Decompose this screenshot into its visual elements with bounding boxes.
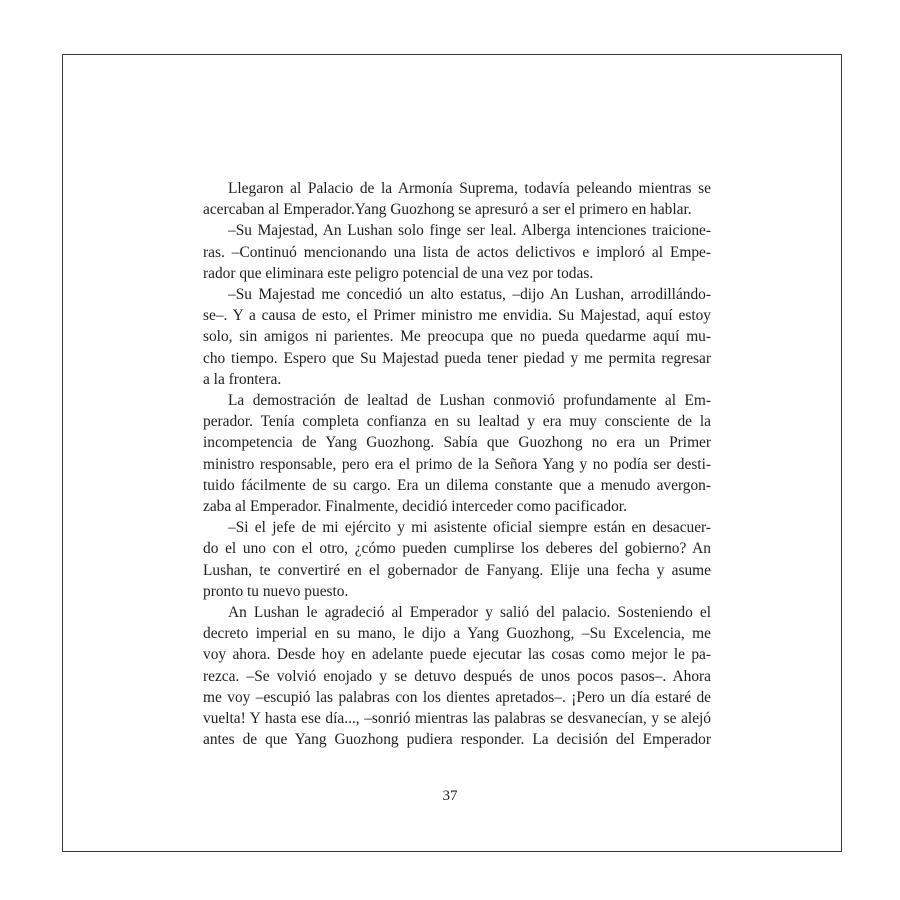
text-line: decreto imperial en su mano, le dijo a Yang Guozhong, –Su Excelencia, me bbox=[203, 625, 711, 643]
page-number: 37 bbox=[442, 788, 458, 804]
text-line: ministro responsable, pero era el primo de la Señora Yang y no podía ser desti- bbox=[203, 455, 711, 473]
text-line: do el uno con el otro, ¿cómo pueden cumplirse los deberes del gobierno? An bbox=[203, 540, 711, 558]
text-line: voy ahora. Desde hoy en adelante puede ejecutar las cosas como mejor le pa- bbox=[203, 646, 711, 664]
text-line: acercaban al Emperador.Yang Guozhong se apresuró a ser el primero en hablar. bbox=[203, 201, 692, 219]
text-line: vuelta! Y hasta ese día..., –sonrió mientras las palabras se desvanecían, y se alejó bbox=[203, 710, 711, 728]
text-line: zaba al Emperador. Finalmente, decidió interceder como pacificador. bbox=[203, 498, 627, 516]
text-line: me voy –escupió las palabras con los dientes apretados–. ¡Pero un día estaré de bbox=[203, 688, 711, 706]
text-line: incompetencia de Yang Guozhong. Sabía que Guozhong no era un Primer bbox=[203, 434, 711, 452]
text-line: solo, sin amigos ni parientes. Me preocupa que no pueda quedarme aquí mu- bbox=[203, 328, 711, 346]
text-line: –Su Majestad me concedió un alto estatus, –dijo An Lushan, arrodillándo- bbox=[228, 286, 711, 304]
text-line: ras. –Continuó mencionando una lista de actos delictivos e imploró al Empe- bbox=[203, 243, 711, 261]
text-line: Llegaron al Palacio de la Armonía Suprema, todavía peleando mientras se bbox=[228, 180, 711, 197]
text-line: La demostración de lealtad de Lushan conmovió profundamente al Em- bbox=[228, 392, 711, 410]
text-line: se–. Y a causa de esto, el Primer ministro me envidia. Su Majestad, aquí estoy bbox=[203, 307, 711, 325]
text-line: antes de que Yang Guozhong pudiera responder. La decisión del Emperador bbox=[203, 731, 711, 749]
text-line: –Su Majestad, An Lushan solo finge ser leal. Alberga intenciones traicione- bbox=[228, 222, 711, 240]
text-line: –Si el jefe de mi ejército y mi asistente oficial siempre están en desacuer- bbox=[228, 519, 711, 537]
body-text bbox=[203, 178, 711, 750]
text-line: cho tiempo. Espero que Su Majestad pueda tener piedad y me permita regresar bbox=[203, 349, 711, 367]
text-line: rador que eliminara este peligro potencial de una vez por todas. bbox=[203, 264, 594, 282]
text-line: perador. Tenía completa confianza en su lealtad y era muy consciente de la bbox=[203, 413, 711, 431]
text-line: An Lushan le agradeció al Emperador y salió del palacio. Sosteniendo el bbox=[228, 604, 711, 622]
text-line: rezca. –Se volvió enojado y se detuvo después de unos pocos pasos–. Ahora bbox=[203, 667, 711, 685]
text-line: Lushan, te convertiré en el gobernador de Fanyang. Elije una fecha y asume bbox=[203, 561, 711, 579]
text-line: a la frontera. bbox=[203, 370, 282, 388]
text-line: pronto tu nuevo puesto. bbox=[203, 582, 349, 600]
text-line: tuido fácilmente de su cargo. Era un dilema constante que a menudo avergon- bbox=[203, 476, 711, 494]
